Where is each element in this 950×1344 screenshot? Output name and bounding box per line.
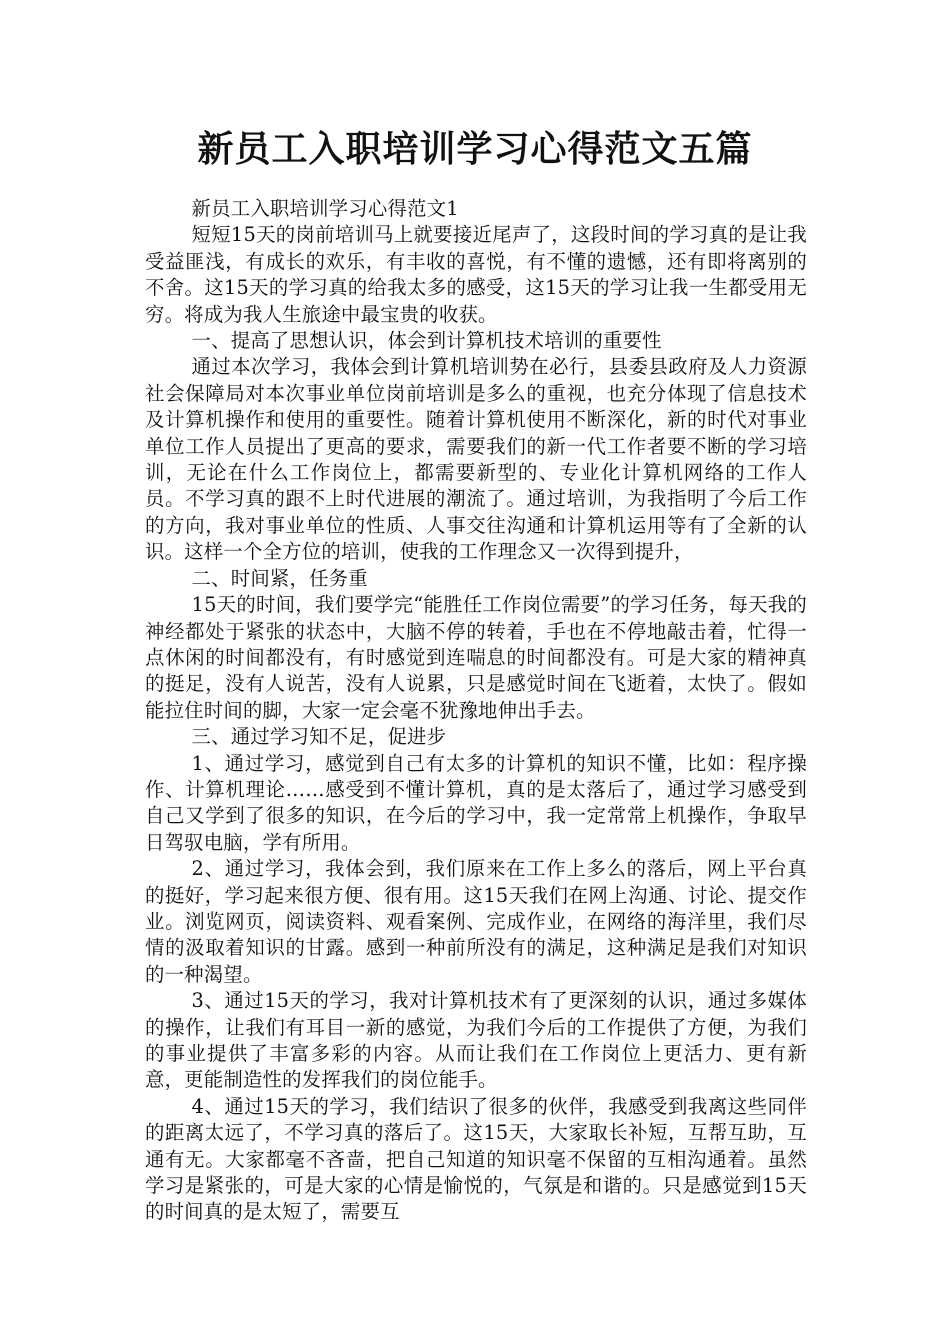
body-paragraph: 通过本次学习，我体会到计算机培训势在必行，县委县政府及人力资源社会保障局对本次事业单位岗前培训是多么的重视，也充分体现了信息技术及计算机操作和使用的重要性。随着计算机使用不断深化，新的时代对事业单位工作人员提出了更高的要求，需要我们的新一代工作者要不断的学习培训，无论在什么工作岗位上，都需要新型的、专业化计算机网络的工作人员。不学习真的跟不上时代进展的潮流了。通过培训，为我指明了今后工作的方向，我对事业单位的性质、人事交往沟通和计算机运用等有了全新的认识。这样一个全方位的培训，使我的工作理念又一次得到提升， (145, 355, 807, 564)
body-paragraph: 15天的时间，我们要学完“能胜任工作岗位需要”的学习任务，每天我的神经都处于紧张的状态中，大脑不停的转着，手也在不停地敲击着，忙得一点休闲的时间都没有，有时感觉到连喘息的时间都没有。可是大家的精神真的挺足，没有人说苦，没有人说累，只是感觉时间在飞逝着，太快了。假如能拉住时间的脚，大家一定会毫不犹豫地伸出手去。 (145, 593, 807, 722)
section-heading: 一、提高了思想认识，体会到计算机技术培训的重要性 (191, 329, 662, 353)
section-heading: 二、时间紧，任务重 (191, 566, 368, 590)
body-paragraph: 短短15天的岗前培训马上就要接近尾声了，这段时间的学习真的是让我受益匪浅，有成长的欢乐，有丰收的喜悦，有不懂的遗憾，还有即将离别的不舍。这15天的学习真的给我太多的感受，这15天的学习让我一生都受用无穷。将成为我人生旅途中最宝贵的收获。 (145, 223, 807, 326)
body-paragraph: 3、通过15天的学习，我对计算机技术有了更深刻的认识，通过多媒体的操作，让我们有耳目一新的感觉，为我们今后的工作提供了方便，为我们的事业提供了丰富多彩的内容。从而让我们在工作岗位上更活力、更有新意，更能制造性的发挥我们的岗位能手。 (145, 989, 807, 1092)
document-body (145, 196, 807, 1226)
subtitle-heading: 新员工入职培训学习心得范文1 (191, 197, 459, 220)
document-title: 新员工入职培训学习心得范文五篇 (197, 129, 753, 170)
section-heading: 三、通过学习知不足，促进步 (191, 725, 447, 749)
body-paragraph: 2、通过学习，我体会到，我们原来在工作上多么的落后，网上平台真的挺好，学习起来很方便、很有用。这15天我们在网上沟通、讨论、提交作业。浏览网页，阅读资料、观看案例、完成作业，在网络的海洋里，我们尽情的汲取着知识的甘露。感到一种前所没有的满足，这种满足是我们对知识的一种渴望。 (145, 857, 807, 986)
body-paragraph: 1、通过学习，感觉到自己有太多的计算机的知识不懂，比如：程序操作、计算机理论……感受到不懂计算机，真的是太落后了，通过学习感受到自己又学到了很多的知识，在今后的学习中，我一定常常上机操作，争取早日驾驭电脑，学有所用。 (145, 751, 807, 854)
body-paragraph: 4、通过15天的学习，我们结识了很多的伙伴，我感受到我离这些同伴的距离太远了，不学习真的落后了。这15天，大家取长补短，互帮互助，互通有无。大家都毫不吝啬，把自己知道的知识毫不保留的互相沟通着。虽然学习是紧张的，可是大家的心情是愉悦的，气氛是和谐的。只是感觉到15天的时间真的是太短了，需要互 (145, 1094, 807, 1224)
